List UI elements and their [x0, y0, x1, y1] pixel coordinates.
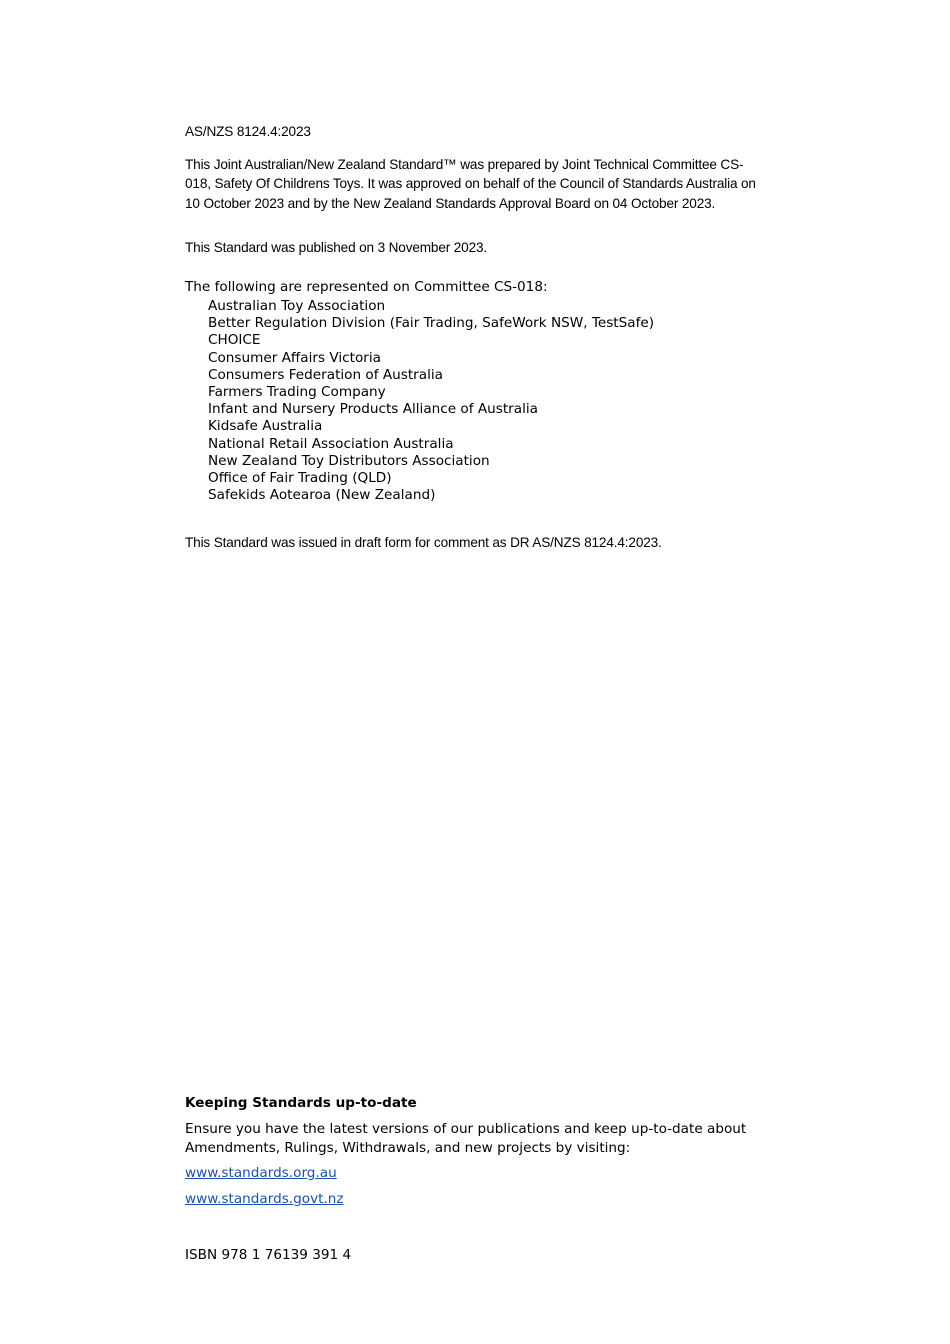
- document-identifier: AS/NZS 8124.4:2023: [185, 124, 311, 139]
- committee-member: Better Regulation Division (Fair Trading, SafeWork NSW, TestSafe): [208, 315, 655, 332]
- committee-member-list: [208, 298, 654, 504]
- committee-member: Consumers Federation of Australia: [208, 366, 443, 383]
- committee-member: New Zealand Toy Distributors Association: [208, 452, 490, 469]
- committee-member: Safekids Aotearoa (New Zealand): [208, 487, 436, 504]
- standards-australia-link[interactable]: www.standards.org.au: [185, 1165, 337, 1181]
- committee-member: Kidsafe Australia: [208, 418, 323, 435]
- committee-member: Infant and Nursery Products Alliance of Australia: [208, 401, 538, 418]
- committee-member: Consumer Affairs Victoria: [208, 349, 381, 366]
- isbn-number: ISBN 978 1 76139 391 4: [185, 1247, 352, 1263]
- committee-member: Australian Toy Association: [208, 298, 386, 314]
- keeping-standards-heading: Keeping Standards up-to-date: [185, 1095, 417, 1111]
- published-date-line: This Standard was published on 3 November 2023.: [185, 240, 488, 255]
- committee-member: National Retail Association Australia: [208, 435, 454, 452]
- committee-member: CHOICE: [208, 332, 261, 349]
- committee-member: Office of Fair Trading (QLD): [208, 470, 392, 487]
- draft-note: This Standard was issued in draft form for comment as DR AS/NZS 8124.4:2023.: [185, 535, 662, 550]
- standards-nz-link[interactable]: www.standards.govt.nz: [185, 1191, 344, 1207]
- committee-heading: The following are represented on Committee CS-018:: [185, 279, 548, 295]
- keeping-standards-text: Ensure you have the latest versions of our publications and keep up-to-date about Amendments, Rulings, Withdrawals, and new projects by visiting:: [185, 1121, 747, 1156]
- preparation-paragraph: This Joint Australian/New Zealand Standard™ was prepared by Joint Technical Committee CS-018, Safety Of Childrens Toys. It was approved on behalf of the Council of Standards Australia on 10 October 2023 and by the New Zealand Standards Approval Board on 04 October 2023.: [185, 157, 756, 211]
- committee-member: Farmers Trading Company: [208, 384, 386, 401]
